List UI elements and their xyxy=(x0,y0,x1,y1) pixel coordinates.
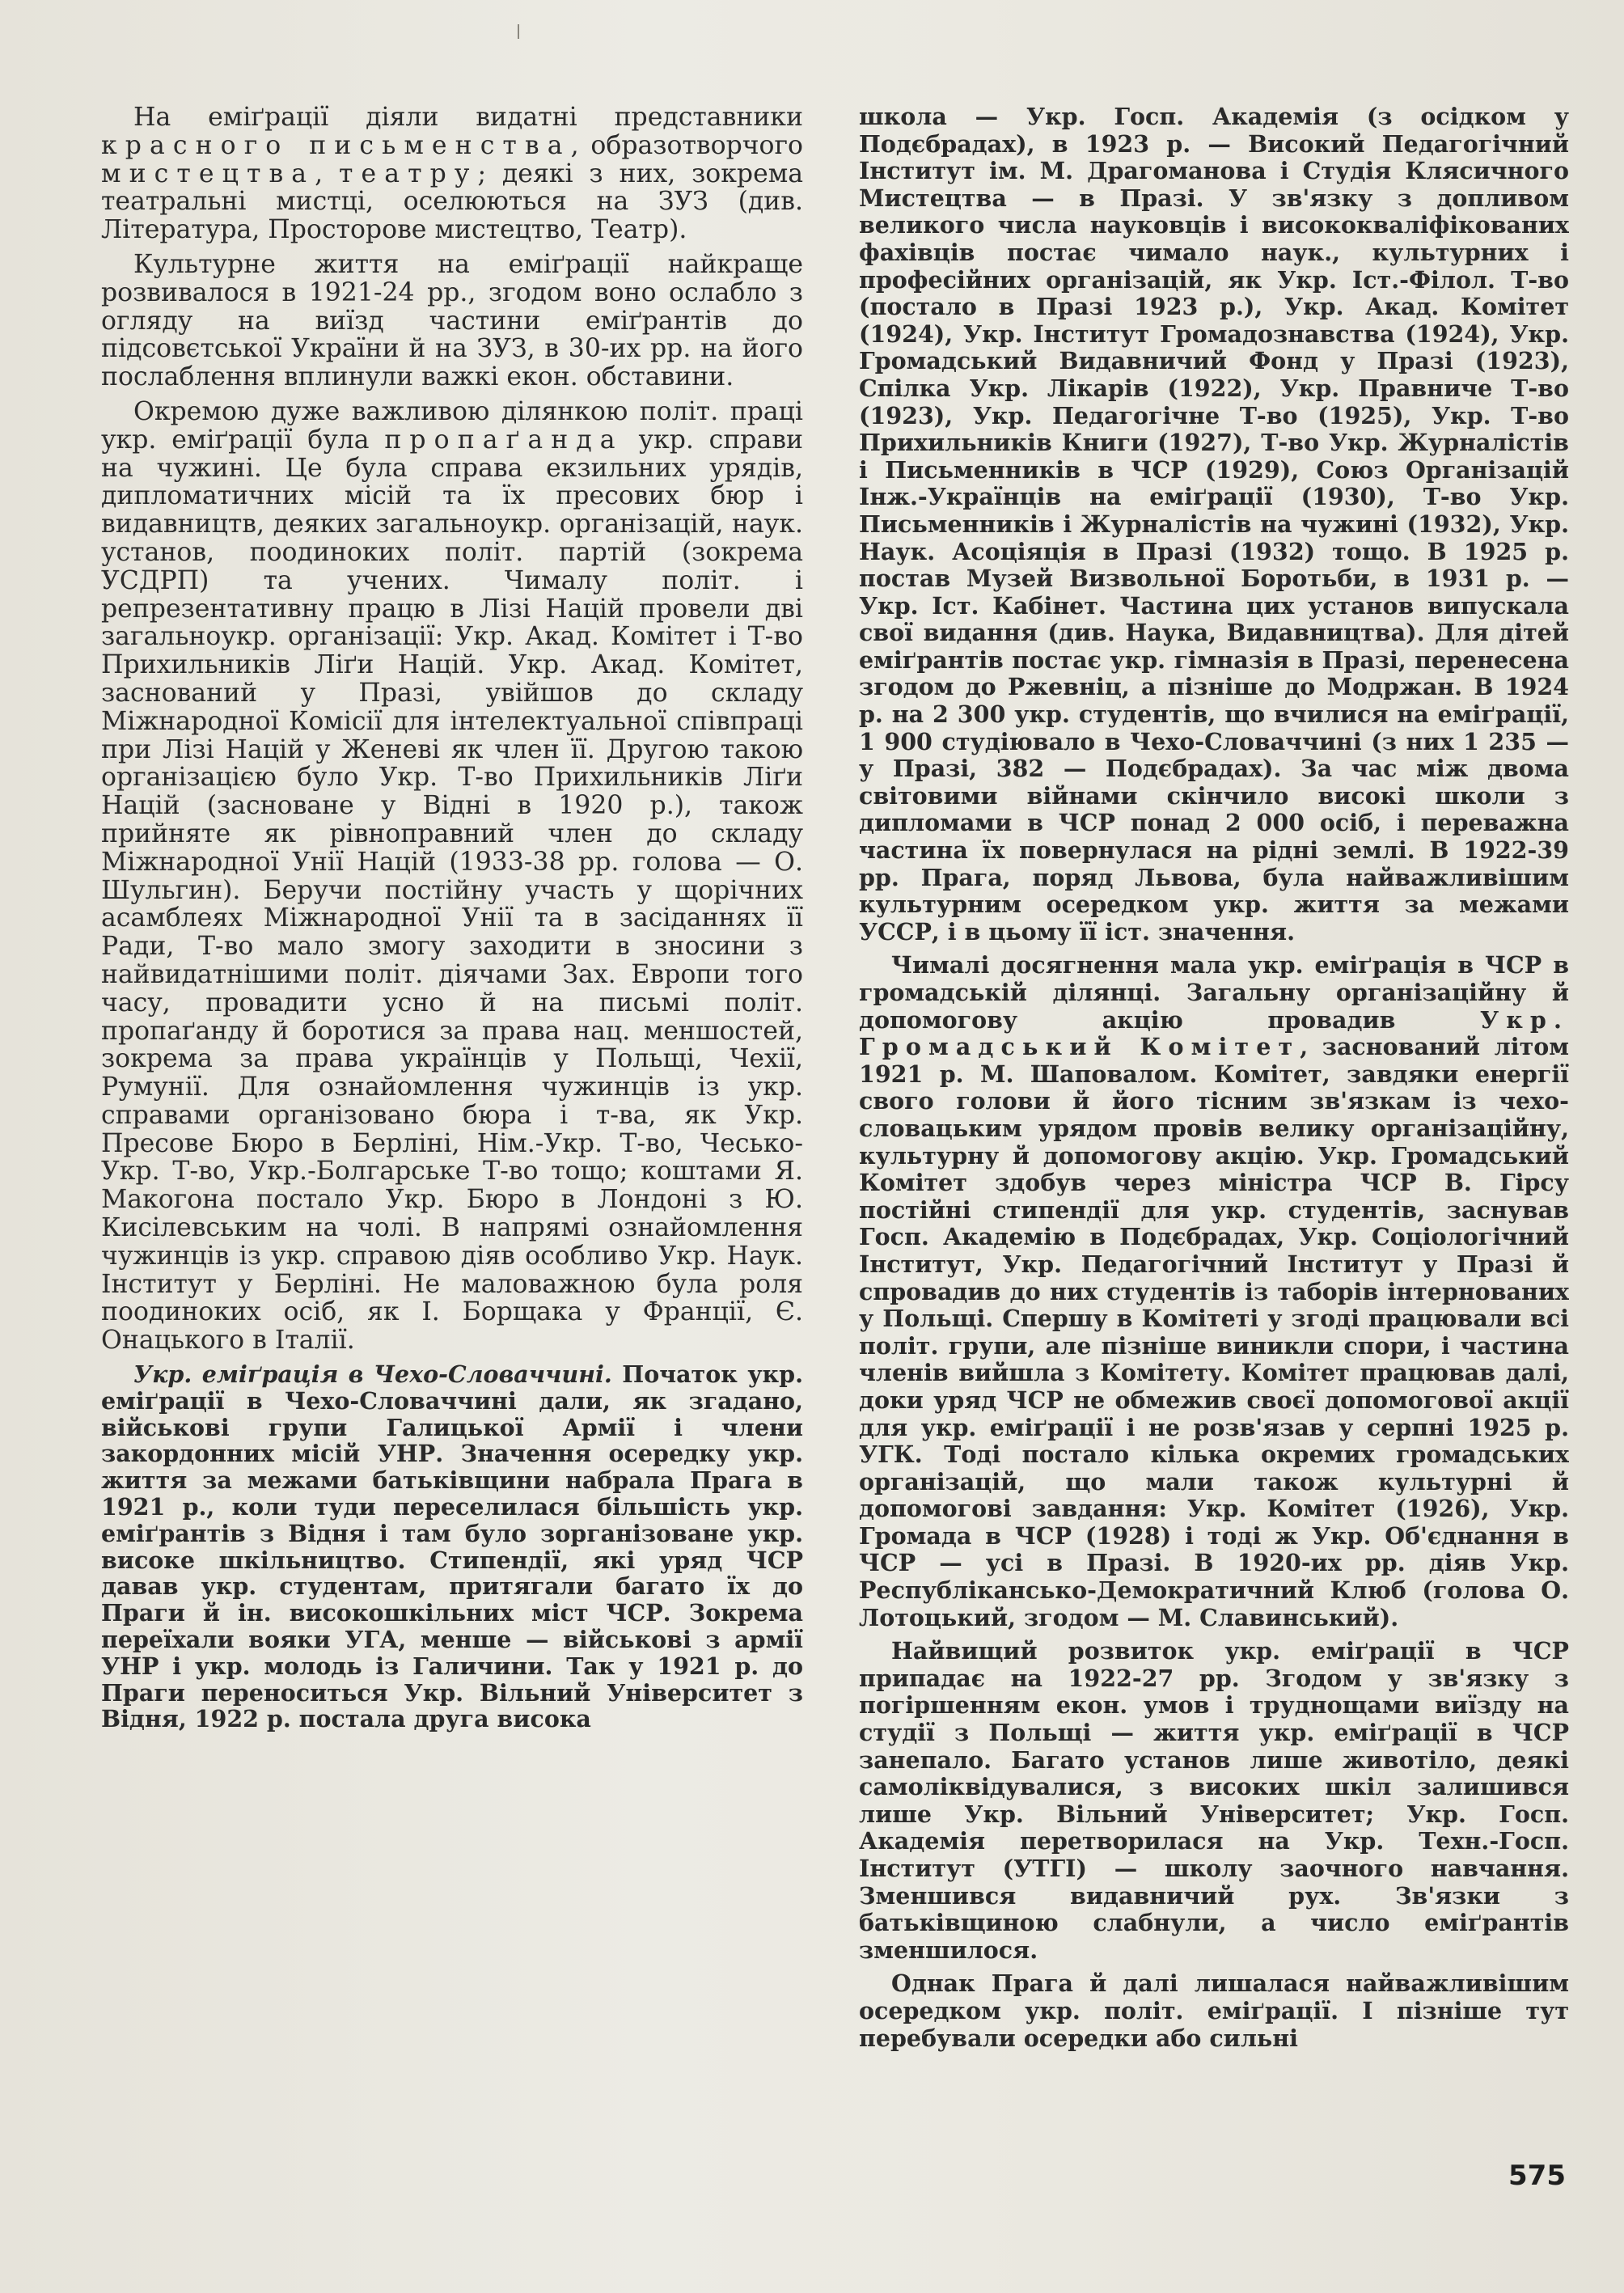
left-column xyxy=(101,104,803,2134)
paragraph xyxy=(101,104,803,244)
text-run: Окремою дуже важливою ділянкою політ. праці укр. еміґрації була xyxy=(101,396,803,455)
text-run: Початок укр. еміґрації в Чехо-Словаччині дали, як згадано, військові групи Галицької Армії і члени закордонних місій УНР. Значення осередку укр. життя за межами батьківщини набрала Прага в 1921 р., коли туди переселилася більшість укр. еміґрантів з Відня і там було зорганізоване укр. високе шкільництво. Стипендії, які уряд ЧСР давав укр. студентам, притягали багато їх до Праги й ін. високошкільних міст ЧСР. Зокрема переїхали вояки УГА, менше — військові з армії УНР і укр. молодь із Галичини. Так у 1921 р. до Праги переноситься Укр. Вільний Університет з Відня, 1922 р. постала друга висока xyxy=(101,1360,803,1733)
paragraph xyxy=(101,398,803,1355)
paragraph: Однак Прага й далі лишалася найважливішим осередком укр. політ. еміґрації. І пізніше тут перебували осередки або сильні xyxy=(859,1969,1569,2052)
spaced-term: красного письменства xyxy=(101,130,571,160)
spaced-term: мистецтва xyxy=(101,159,315,188)
paragraph: Найвищий розвиток укр. еміґрації в ЧСР припадає на 1922-27 рр. Згодом у зв'язку з погіршенням екон. умов і труднощами виїзду на студії з Польщі — життя укр. еміґрації в ЧСР занепало. Багато установ лише животіло, деякі самоліквідувалися, з високих шкіл залишився лише Укр. Вільний Університет; Укр. Госп. Академія перетворилася на Укр. Техн.-Госп. Інститут (УТГІ) — школу заочного навчання. Зменшився видавничий рух. Зв'язки з батьківщиною слабнули, а число еміґрантів зменшилося. xyxy=(859,1637,1569,1964)
paragraph: Культурне життя на еміґрації найкраще розвивалося в 1921-24 рр., згодом воно ослабло з огляду на виїзд частини еміґрантів до підсовєтської України й на ЗУЗ, в 30-их рр. на його послаблення вплинули важкі екон. обставини. xyxy=(101,249,803,392)
text-run: ; деякі з них, зокрема театральні мистці, оселюються на ЗУЗ (див. Література, Просторове мистецтво, Театр). xyxy=(101,159,803,245)
text-run: , xyxy=(315,159,339,188)
scan-mark xyxy=(518,24,519,39)
text-run: укр. справи на чужині. Це була справа екзильних урядів, дипломатичних місій та їх пресових бюр і видавництв, деяких загальноукр. організацій, наук. установ, поодиноких політ. партій (зокрема УСДРП) та учених. Чималу політ. і репрезентативну працю в Лізі Націй провели дві загальноукр. організації: Укр. Акад. Комітет і Т-во Прихильників Ліґи Націй. Укр. Акад. Комітет, заснований у Празі, увійшов до складу Міжнародної Комісії для інтелектуальної співпраці при Лізі Націй у Женеві як член її. Другою такою організацією було Укр. Т-во Прихильників Ліґи Націй (засноване у Відні в 1920 р.), також прийняте як рівноправний член до складу Міжнародної Унії Націй (1933-38 рр. голова — О. Шульгин). Беручи постійну участь у щорічних асамблеях Міжнародної Унії та в засіданнях її Ради, Т-во мало змогу заходити в зносини з найвидатнішими політ. діячами Зах. Европи того часу, провадити усно й на письмі політ. пропаґанду й боротися за права нац. меншостей, зокрема за права українців у Польщі, Чехії, Румунії. Для ознайомлення чужинців із укр. справами організовано бюра і т-ва, як Укр. Пресове Бюро в Берліні, Нім.-Укр. Т-во, Чесько-Укр. Т-во, Укр.-Болгарське Т-во тощо; коштами Я. Макогона постало Укр. Бюро в Лондоні з Ю. Кисілевським на чолі. В напрямі ознайомлення чужинців із укр. справою діяв особливо Укр. Наук. Інститут у Берліні. Не маловажною була роля поодиноких осіб, як І. Борщака у Франції, Є. Онацького в Італії. xyxy=(101,425,803,1356)
spaced-term: театру xyxy=(339,159,478,188)
spaced-term: пропаґанда xyxy=(384,425,624,455)
text-run: Чималі досягнення мала укр. еміґрація в ЧСР в громадській ділянці. Загальну організаційну й допомогову акцію провадив xyxy=(859,951,1569,1034)
text-run: , заснований літом 1921 р. М. Шаповалом. Комітет, завдяки енергії свого голови й його тісним зв'язкам із чехо-словацьким урядом провів велику організаційну, культурну й допомогову акцію. Укр. Громадський Комітет здобув через міністра ЧСР В. Гірсу постійні стипендії для укр. студентів, заснував Госп. Академію в Подєбрадах, Укр. Соціологічний Інститут, Укр. Педагогічний Інститут у Празі й спровадив до них студентів із таборів інтернованих у Польщі. Спершу в Комітеті у згоді працювали всі політ. групи, але пізніше виникли спори, і частина членів вийшла з Комітету. Комітет працював далі, доки уряд ЧСР не обмежив своєї допомогової акції для укр. еміґрації і не розв'язав у серпні 1925 р. УГК. Тоді постало кілька окремих громадських організацій, що мали також культурні й допомогові завдання: Укр. Комітет (1926), Укр. Громада в ЧСР (1928) і тоді ж Укр. Об'єднання в ЧСР — усі в Празі. В 1920-их рр. діяв Укр. Республіканськo-Демократичний Клюб (голова О. Лотоцький, згодом — М. Славинський). xyxy=(859,1033,1569,1631)
right-column xyxy=(859,104,1569,2134)
text-run: , образотворчого xyxy=(570,130,803,160)
paragraph: школа — Укр. Госп. Академія (з осідком у Подєбрадах), в 1923 р. — Високий Педагогічний Інститут ім. М. Драгоманова і Студія Клясичного Мистецтва — в Празі. У зв'язку з допливом великого числа науковців і висококваліфікованих фахівців постає чимало наук., культурних і професійних організацій, як Укр. Іст.-Філол. Т-во (постало в Празі 1923 р.), Укр. Акад. Комітет (1924), Укр. Інститут Громадознавства (1924), Укр. Громадський Видавничий Фонд у Празі (1923), Спілка Укр. Лікарів (1922), Укр. Правниче Т-во (1923), Укр. Педагогічне Т-во (1925), Укр. Т-во Прихильників Книги (1927), Т-во Укр. Журналістів і Письменників в ЧСР (1929), Союз Організацій Інж.-Українців на еміґрації (1930), Т-во Укр. Письменників і Журналістів на чужині (1932), Укр. Наук. Асоціяція в Празі (1932) тощо. В 1925 р. постав Музей Визвольної Боротьби, в 1931 р. — Укр. Іст. Кабінет. Частина цих установ випускала свої видання (див. Наука, Видавництва). Для дітей еміґрантів постає укр. гімназія в Празі, перенесена згодом до Ржевніц, а пізніше до Модржан. В 1924 р. на 2 300 укр. студентів, що вчилися на еміґрації, 1 900 студіювало в Чехо-Словаччині (з них 1 235 — у Празі, 382 — Подєбрадах). За час між двома світовими війнами скінчило високі школи з дипломами в ЧСР понад 2 000 осіб, і переважна частина їх повернулася на рідні землі. В 1922-39 рр. Прага, поряд Львова, була найважливішим культурним осередком укр. життя за межами УССР, і в цьому її іст. значення. xyxy=(859,104,1569,946)
page-number: 575 xyxy=(1508,2160,1566,2192)
section-heading: Укр. еміґрація в Чехо-Словаччині. xyxy=(133,1360,612,1389)
text-run: На еміґрації діяли видатні представники xyxy=(133,104,803,132)
paragraph xyxy=(859,952,1569,1631)
spaced-term: Укр. Громадський Комітет xyxy=(859,1005,1569,1061)
paragraph xyxy=(101,1361,803,1732)
